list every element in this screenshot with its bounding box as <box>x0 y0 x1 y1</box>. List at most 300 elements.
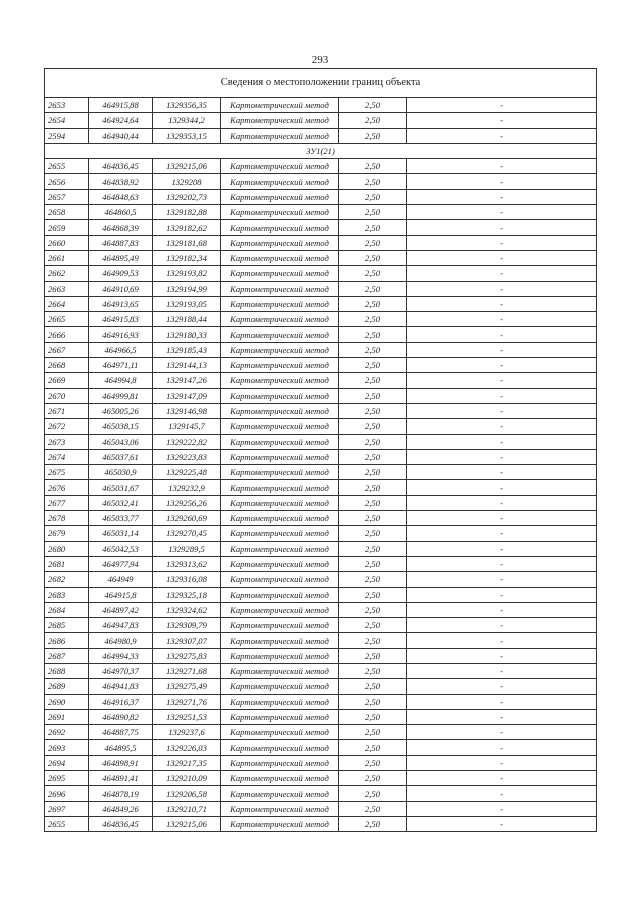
description-cell: - <box>407 511 597 526</box>
coord-x: 464915,8 <box>89 587 153 602</box>
method-cell: Картометрический метод <box>221 602 339 617</box>
table-row <box>45 250 597 265</box>
coord-x: 464895,49 <box>89 250 153 265</box>
coord-x: 464898,91 <box>89 755 153 770</box>
description-cell: - <box>407 816 597 831</box>
table-row <box>45 189 597 204</box>
table-row <box>45 388 597 403</box>
table-row <box>45 541 597 556</box>
coord-y: 1329353,15 <box>153 128 221 143</box>
coord-x: 464916,93 <box>89 327 153 342</box>
method-cell: Картометрический метод <box>221 327 339 342</box>
table-row <box>45 480 597 495</box>
accuracy-cell: 2,50 <box>339 98 407 113</box>
description-cell: - <box>407 679 597 694</box>
coord-y: 1329275,49 <box>153 679 221 694</box>
coord-y: 1329260,69 <box>153 511 221 526</box>
coord-y: 1329147,09 <box>153 388 221 403</box>
method-cell: Картометрический метод <box>221 296 339 311</box>
coord-y: 1329325,18 <box>153 587 221 602</box>
description-cell: - <box>407 434 597 449</box>
description-cell: - <box>407 342 597 357</box>
table-row <box>45 816 597 831</box>
coord-x: 465042,53 <box>89 541 153 556</box>
coord-y: 1329307,07 <box>153 633 221 648</box>
description-cell: - <box>407 480 597 495</box>
accuracy-cell: 2,50 <box>339 679 407 694</box>
coord-y: 1329237,6 <box>153 725 221 740</box>
table-row <box>45 740 597 755</box>
coord-x: 465030,9 <box>89 465 153 480</box>
method-cell: Картометрический метод <box>221 465 339 480</box>
method-cell: Картометрический метод <box>221 266 339 281</box>
table-row <box>45 312 597 327</box>
description-cell: - <box>407 220 597 235</box>
coord-x: 464910,69 <box>89 281 153 296</box>
point-number: 2676 <box>45 480 89 495</box>
method-cell: Картометрический метод <box>221 434 339 449</box>
method-cell: Картометрический метод <box>221 556 339 571</box>
coord-x: 464994,8 <box>89 373 153 388</box>
description-cell: - <box>407 709 597 724</box>
point-number: 2687 <box>45 648 89 663</box>
description-cell: - <box>407 419 597 434</box>
point-number: 2681 <box>45 556 89 571</box>
description-cell: - <box>407 771 597 786</box>
description-cell: - <box>407 235 597 250</box>
accuracy-cell: 2,50 <box>339 465 407 480</box>
method-cell: Картометрический метод <box>221 725 339 740</box>
method-cell: Картометрический метод <box>221 511 339 526</box>
table-row <box>45 465 597 480</box>
point-number: 2666 <box>45 327 89 342</box>
table-row <box>45 755 597 770</box>
accuracy-cell: 2,50 <box>339 786 407 801</box>
method-cell: Картометрический метод <box>221 128 339 143</box>
description-cell: - <box>407 572 597 587</box>
method-cell: Картометрический метод <box>221 587 339 602</box>
table-row <box>45 235 597 250</box>
coord-x: 465032,41 <box>89 495 153 510</box>
accuracy-cell: 2,50 <box>339 541 407 556</box>
point-number: 2674 <box>45 449 89 464</box>
point-number: 2682 <box>45 572 89 587</box>
accuracy-cell: 2,50 <box>339 113 407 128</box>
description-cell: - <box>407 113 597 128</box>
coord-y: 1329210,71 <box>153 801 221 816</box>
coord-y: 1329215,06 <box>153 816 221 831</box>
method-cell: Картометрический метод <box>221 235 339 250</box>
method-cell: Картометрический метод <box>221 694 339 709</box>
coord-y: 1329222,82 <box>153 434 221 449</box>
accuracy-cell: 2,50 <box>339 434 407 449</box>
coord-y: 1329251,53 <box>153 709 221 724</box>
method-cell: Картометрический метод <box>221 342 339 357</box>
description-cell: - <box>407 694 597 709</box>
accuracy-cell: 2,50 <box>339 250 407 265</box>
table-row <box>45 786 597 801</box>
description-cell: - <box>407 250 597 265</box>
point-number: 2684 <box>45 602 89 617</box>
table-row <box>45 113 597 128</box>
table-row <box>45 403 597 418</box>
coord-x: 464947,83 <box>89 618 153 633</box>
description-cell: - <box>407 205 597 220</box>
section-label: ЗУ1(21) <box>45 143 597 158</box>
point-number: 2673 <box>45 434 89 449</box>
method-cell: Картометрический метод <box>221 98 339 113</box>
accuracy-cell: 2,50 <box>339 235 407 250</box>
coord-x: 465005,26 <box>89 403 153 418</box>
coord-x: 464915,83 <box>89 312 153 327</box>
description-cell: - <box>407 449 597 464</box>
accuracy-cell: 2,50 <box>339 449 407 464</box>
description-cell: - <box>407 541 597 556</box>
coord-y: 1329275,83 <box>153 648 221 663</box>
point-number: 2680 <box>45 541 89 556</box>
coord-y: 1329181,68 <box>153 235 221 250</box>
method-cell: Картометрический метод <box>221 113 339 128</box>
description-cell: - <box>407 159 597 174</box>
table-row <box>45 511 597 526</box>
boundary-table <box>44 68 597 832</box>
coord-y: 1329356,35 <box>153 98 221 113</box>
coord-y: 1329194,99 <box>153 281 221 296</box>
coord-y: 1329193,05 <box>153 296 221 311</box>
table-row <box>45 449 597 464</box>
description-cell: - <box>407 602 597 617</box>
accuracy-cell: 2,50 <box>339 725 407 740</box>
coord-y: 1329225,48 <box>153 465 221 480</box>
coord-y: 1329206,58 <box>153 786 221 801</box>
accuracy-cell: 2,50 <box>339 128 407 143</box>
point-number: 2670 <box>45 388 89 403</box>
method-cell: Картометрический метод <box>221 281 339 296</box>
coord-x: 464941,83 <box>89 679 153 694</box>
description-cell: - <box>407 495 597 510</box>
table-row <box>45 281 597 296</box>
coord-y: 1329210,09 <box>153 771 221 786</box>
method-cell: Картометрический метод <box>221 679 339 694</box>
coord-x: 464966,5 <box>89 342 153 357</box>
description-cell: - <box>407 648 597 663</box>
method-cell: Картометрический метод <box>221 373 339 388</box>
table-row <box>45 694 597 709</box>
description-cell: - <box>407 786 597 801</box>
coord-x: 464971,11 <box>89 358 153 373</box>
table-row <box>45 327 597 342</box>
coord-y: 1329271,68 <box>153 663 221 678</box>
coord-y: 1329202,73 <box>153 189 221 204</box>
coord-x: 464838,92 <box>89 174 153 189</box>
accuracy-cell: 2,50 <box>339 602 407 617</box>
accuracy-cell: 2,50 <box>339 266 407 281</box>
table-title: Сведения о местоположении границ объекта <box>45 69 597 98</box>
accuracy-cell: 2,50 <box>339 159 407 174</box>
accuracy-cell: 2,50 <box>339 556 407 571</box>
table-row <box>45 174 597 189</box>
accuracy-cell: 2,50 <box>339 189 407 204</box>
method-cell: Картометрический метод <box>221 312 339 327</box>
table-row <box>45 725 597 740</box>
coord-y: 1329188,44 <box>153 312 221 327</box>
coord-y: 1329344,2 <box>153 113 221 128</box>
description-cell: - <box>407 358 597 373</box>
table-row <box>45 801 597 816</box>
coord-x: 464913,65 <box>89 296 153 311</box>
description-cell: - <box>407 373 597 388</box>
coord-y: 1329193,82 <box>153 266 221 281</box>
coord-y: 1329215,06 <box>153 159 221 174</box>
description-cell: - <box>407 296 597 311</box>
table-row <box>45 296 597 311</box>
coord-x: 464970,37 <box>89 663 153 678</box>
coord-x: 464848,63 <box>89 189 153 204</box>
point-number: 2659 <box>45 220 89 235</box>
method-cell: Картометрический метод <box>221 633 339 648</box>
table-row <box>45 526 597 541</box>
description-cell: - <box>407 174 597 189</box>
coord-y: 1329232,9 <box>153 480 221 495</box>
accuracy-cell: 2,50 <box>339 618 407 633</box>
coord-y: 1329180,33 <box>153 327 221 342</box>
accuracy-cell: 2,50 <box>339 755 407 770</box>
description-cell: - <box>407 266 597 281</box>
description-cell: - <box>407 801 597 816</box>
description-cell: - <box>407 618 597 633</box>
point-number: 2655 <box>45 159 89 174</box>
coord-x: 464887,75 <box>89 725 153 740</box>
method-cell: Картометрический метод <box>221 572 339 587</box>
accuracy-cell: 2,50 <box>339 388 407 403</box>
method-cell: Картометрический метод <box>221 618 339 633</box>
coord-y: 1329182,62 <box>153 220 221 235</box>
table-row <box>45 220 597 235</box>
method-cell: Картометрический метод <box>221 480 339 495</box>
coord-y: 1329223,83 <box>153 449 221 464</box>
coord-x: 465033,77 <box>89 511 153 526</box>
coord-x: 465031,67 <box>89 480 153 495</box>
table-row <box>45 266 597 281</box>
coord-y: 1329144,13 <box>153 358 221 373</box>
description-cell: - <box>407 725 597 740</box>
coord-x: 464849,26 <box>89 801 153 816</box>
point-number: 2677 <box>45 495 89 510</box>
description-cell: - <box>407 526 597 541</box>
table-row <box>45 358 597 373</box>
method-cell: Картометрический метод <box>221 648 339 663</box>
accuracy-cell: 2,50 <box>339 342 407 357</box>
table-row <box>45 419 597 434</box>
table-row <box>45 587 597 602</box>
coord-x: 464860,5 <box>89 205 153 220</box>
point-number: 2678 <box>45 511 89 526</box>
coord-x: 464949 <box>89 572 153 587</box>
coord-y: 1329185,43 <box>153 342 221 357</box>
point-number: 2654 <box>45 113 89 128</box>
point-number: 2675 <box>45 465 89 480</box>
coord-y: 1329324,62 <box>153 602 221 617</box>
accuracy-cell: 2,50 <box>339 816 407 831</box>
boundary-table-container <box>44 68 596 832</box>
coord-y: 1329217,35 <box>153 755 221 770</box>
point-number: 2683 <box>45 587 89 602</box>
point-number: 2696 <box>45 786 89 801</box>
method-cell: Картометрический метод <box>221 220 339 235</box>
coord-x: 464909,53 <box>89 266 153 281</box>
table-row <box>45 663 597 678</box>
accuracy-cell: 2,50 <box>339 312 407 327</box>
method-cell: Картометрический метод <box>221 189 339 204</box>
accuracy-cell: 2,50 <box>339 327 407 342</box>
point-number: 2672 <box>45 419 89 434</box>
table-row <box>45 648 597 663</box>
coord-x: 464916,37 <box>89 694 153 709</box>
table-row <box>45 602 597 617</box>
point-number: 2656 <box>45 174 89 189</box>
accuracy-cell: 2,50 <box>339 801 407 816</box>
method-cell: Картометрический метод <box>221 250 339 265</box>
method-cell: Картометрический метод <box>221 786 339 801</box>
coord-x: 464980,9 <box>89 633 153 648</box>
point-number: 2686 <box>45 633 89 648</box>
point-number: 2688 <box>45 663 89 678</box>
point-number: 2692 <box>45 725 89 740</box>
coord-x: 464977,94 <box>89 556 153 571</box>
coord-x: 464915,88 <box>89 98 153 113</box>
table-row <box>45 434 597 449</box>
coord-y: 1329145,7 <box>153 419 221 434</box>
coord-x: 464891,41 <box>89 771 153 786</box>
description-cell: - <box>407 312 597 327</box>
point-number: 2694 <box>45 755 89 770</box>
point-number: 2594 <box>45 128 89 143</box>
description-cell: - <box>407 633 597 648</box>
accuracy-cell: 2,50 <box>339 572 407 587</box>
coord-y: 1329146,98 <box>153 403 221 418</box>
table-title-row <box>45 69 597 98</box>
method-cell: Картометрический метод <box>221 709 339 724</box>
description-cell: - <box>407 465 597 480</box>
point-number: 2662 <box>45 266 89 281</box>
method-cell: Картометрический метод <box>221 495 339 510</box>
coord-x: 464890,82 <box>89 709 153 724</box>
accuracy-cell: 2,50 <box>339 526 407 541</box>
table-row <box>45 128 597 143</box>
description-cell: - <box>407 755 597 770</box>
accuracy-cell: 2,50 <box>339 633 407 648</box>
coord-x: 465038,15 <box>89 419 153 434</box>
method-cell: Картометрический метод <box>221 526 339 541</box>
coord-x: 464895,5 <box>89 740 153 755</box>
coord-x: 465031,14 <box>89 526 153 541</box>
method-cell: Картометрический метод <box>221 358 339 373</box>
coord-x: 465037,61 <box>89 449 153 464</box>
accuracy-cell: 2,50 <box>339 771 407 786</box>
point-number: 2679 <box>45 526 89 541</box>
page-number: 293 <box>311 54 329 66</box>
accuracy-cell: 2,50 <box>339 358 407 373</box>
accuracy-cell: 2,50 <box>339 281 407 296</box>
point-number: 2653 <box>45 98 89 113</box>
coord-y: 1329208 <box>153 174 221 189</box>
description-cell: - <box>407 98 597 113</box>
accuracy-cell: 2,50 <box>339 740 407 755</box>
description-cell: - <box>407 403 597 418</box>
description-cell: - <box>407 663 597 678</box>
point-number: 2669 <box>45 373 89 388</box>
coord-x: 465043,06 <box>89 434 153 449</box>
coord-y: 1329313,62 <box>153 556 221 571</box>
point-number: 2695 <box>45 771 89 786</box>
description-cell: - <box>407 189 597 204</box>
description-cell: - <box>407 556 597 571</box>
method-cell: Картометрический метод <box>221 403 339 418</box>
method-cell: Картометрический метод <box>221 419 339 434</box>
coord-y: 1329226,03 <box>153 740 221 755</box>
accuracy-cell: 2,50 <box>339 663 407 678</box>
accuracy-cell: 2,50 <box>339 296 407 311</box>
table-row <box>45 205 597 220</box>
accuracy-cell: 2,50 <box>339 511 407 526</box>
point-number: 2660 <box>45 235 89 250</box>
coord-x: 464940,44 <box>89 128 153 143</box>
table-row <box>45 373 597 388</box>
table-row <box>45 618 597 633</box>
method-cell: Картометрический метод <box>221 755 339 770</box>
accuracy-cell: 2,50 <box>339 373 407 388</box>
coord-y: 1329182,34 <box>153 250 221 265</box>
point-number: 2690 <box>45 694 89 709</box>
coord-x: 464999,81 <box>89 388 153 403</box>
table-row <box>45 771 597 786</box>
point-number: 2689 <box>45 679 89 694</box>
point-number: 2663 <box>45 281 89 296</box>
point-number: 2665 <box>45 312 89 327</box>
table-row <box>45 159 597 174</box>
section-row <box>45 143 597 158</box>
coord-x: 464878,19 <box>89 786 153 801</box>
point-number: 2671 <box>45 403 89 418</box>
accuracy-cell: 2,50 <box>339 709 407 724</box>
point-number: 2668 <box>45 358 89 373</box>
accuracy-cell: 2,50 <box>339 205 407 220</box>
coord-y: 1329270,45 <box>153 526 221 541</box>
table-row <box>45 495 597 510</box>
coord-x: 464887,83 <box>89 235 153 250</box>
method-cell: Картометрический метод <box>221 816 339 831</box>
method-cell: Картометрический метод <box>221 159 339 174</box>
accuracy-cell: 2,50 <box>339 419 407 434</box>
point-number: 2657 <box>45 189 89 204</box>
accuracy-cell: 2,50 <box>339 220 407 235</box>
method-cell: Картометрический метод <box>221 205 339 220</box>
point-number: 2658 <box>45 205 89 220</box>
accuracy-cell: 2,50 <box>339 694 407 709</box>
accuracy-cell: 2,50 <box>339 480 407 495</box>
point-number: 2655 <box>45 816 89 831</box>
method-cell: Картометрический метод <box>221 801 339 816</box>
description-cell: - <box>407 388 597 403</box>
table-row <box>45 679 597 694</box>
point-number: 2691 <box>45 709 89 724</box>
table-row <box>45 633 597 648</box>
point-number: 2685 <box>45 618 89 633</box>
point-number: 2693 <box>45 740 89 755</box>
coord-x: 464836,45 <box>89 816 153 831</box>
coord-x: 464924,64 <box>89 113 153 128</box>
table-row <box>45 342 597 357</box>
